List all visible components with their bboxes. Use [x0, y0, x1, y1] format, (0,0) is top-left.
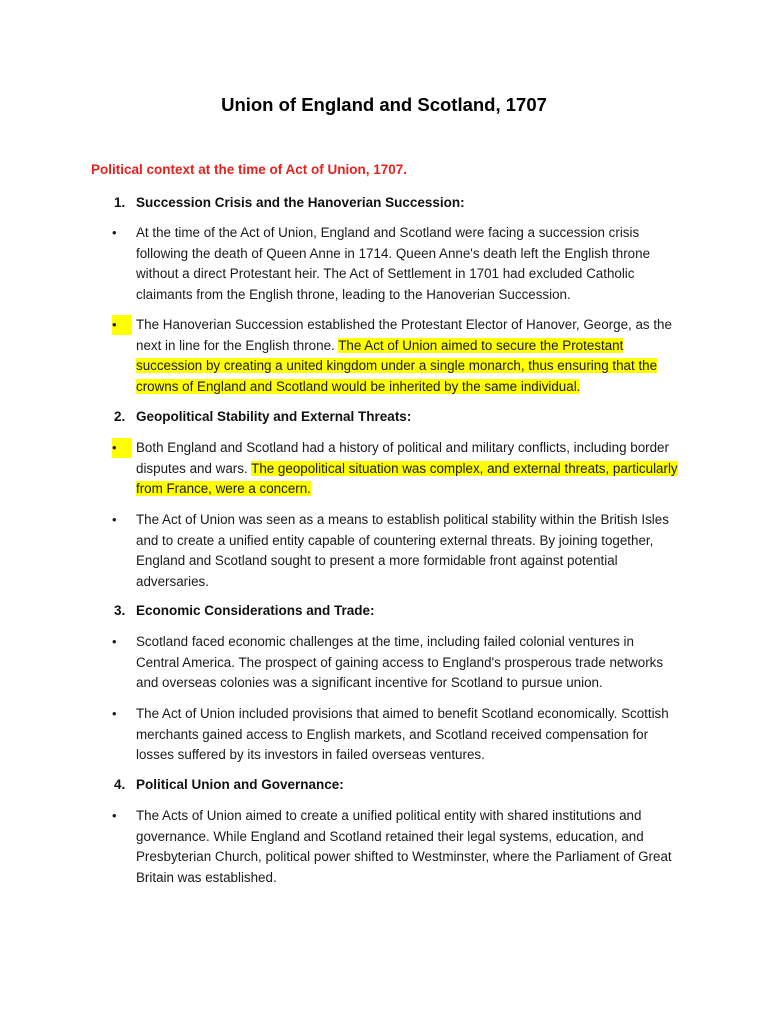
bullet-marker: •	[112, 706, 117, 721]
section-number: 1.	[114, 195, 126, 210]
bullet-text: The Act of Union included provisions that aimed to benefit Scotland economically. Scottish merchants gained access to English markets, and Scotland received compensation for losses suffered by its investors in failed overseas ventures.	[136, 706, 669, 762]
bullet-marker: •	[112, 225, 117, 240]
section-number: 2.	[114, 409, 126, 424]
bullet-text: Scotland faced economic challenges at the time, including failed colonial ventures in Central America. The prospect of gaining access to England's prosperous trade networks and overseas colonies was a significant incentive for Scotland to pursue union.	[136, 634, 664, 690]
document-title: Union of England and Scotland, 1707	[221, 94, 547, 115]
section-heading-4	[114, 777, 344, 792]
bullet-marker-highlighted: •	[112, 315, 132, 335]
bullet-text: The Act of Union was seen as a means to establish political stability within the British Isles and to create a unified entity capable of countering external threats. By joining together, England and Scotland sought to present a more formidable front against potential adversaries.	[136, 512, 669, 589]
bullet-text	[136, 315, 680, 397]
bullet-marker: •	[112, 634, 117, 649]
section-heading-3	[114, 603, 375, 618]
bullet-text: At the time of the Act of Union, England and Scotland were facing a succession crisis following the death of Queen Anne in 1714. Queen Anne's death left the English throne without a direct Protestant heir. The Act of Settlement in 1701 had excluded Catholic claimants from the English throne, leading to the Hanoverian Succession.	[136, 225, 651, 302]
bullet-plain-text: Both England and Scotland had a history of political and military conflicts, including border disputes and wars.	[136, 440, 669, 476]
section-number: 4.	[114, 777, 126, 792]
bullet-marker: •	[112, 512, 117, 527]
section-heading-1	[114, 195, 465, 210]
section-heading-2	[114, 409, 411, 424]
bullet-text	[136, 438, 680, 500]
section-heading-text: Economic Considerations and Trade:	[136, 603, 375, 618]
section-heading-text: Political Union and Governance:	[136, 777, 344, 792]
section-heading-text: Geopolitical Stability and External Threats:	[136, 409, 412, 424]
bullet-text: The Acts of Union aimed to create a unified political entity with shared institutions and governance. While England and Scotland retained their legal systems, education, and Presbyterian Church, political power shifted to Westminster, where the Parliament of Great Britain was established.	[136, 808, 672, 885]
highlighted-text: The geopolitical situation was complex, and external threats, particularly from France, were a concern.	[136, 460, 678, 496]
bullet-marker: •	[112, 808, 117, 823]
highlighted-text: The Act of Union aimed to secure the Protestant succession by creating a united kingdom under a single monarch, thus ensuring that the crowns of England and Scotland would be inherited by the same individual.	[136, 337, 658, 394]
section-heading-text: Succession Crisis and the Hanoverian Succession:	[136, 195, 465, 210]
section-number: 3.	[114, 603, 126, 618]
bullet-marker-highlighted: •	[112, 438, 132, 458]
bullet-plain-text: The Hanoverian Succession established the Protestant Elector of Hanover, George, as the next in line for the English throne.	[136, 317, 672, 353]
context-heading: Political context at the time of Act of Union, 1707.	[91, 162, 408, 177]
